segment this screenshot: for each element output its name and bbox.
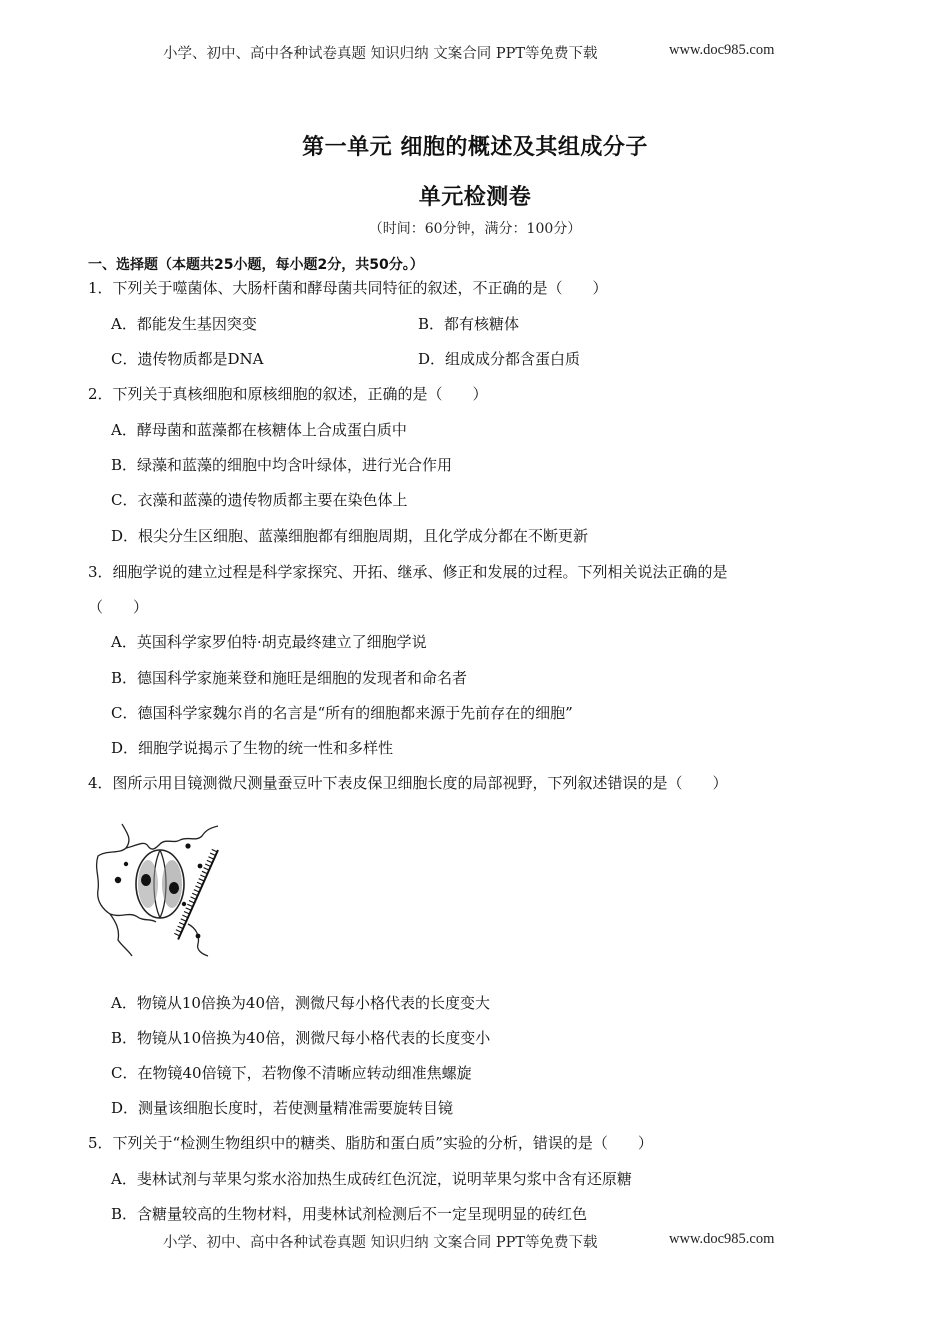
question-1-option-a: A．都能发生基因突变 <box>111 315 257 333</box>
question-2-option-a: A．酵母菌和蓝藻都在核糖体上合成蛋白质中 <box>111 421 407 439</box>
question-2-option-c: C．衣藻和蓝藻的遗传物质都主要在染色体上 <box>111 491 408 509</box>
question-5-option-b: B．含糖量较高的生物材料，用斐林试剂检测后不一定呈现明显的砖红色 <box>111 1205 588 1223</box>
question-3-option-b: B．德国科学家施莱登和施旺是细胞的发现者和命名者 <box>111 669 468 687</box>
footer-url[interactable]: www.doc985.com <box>669 1231 775 1247</box>
question-1-stem: 1．下列关于噬菌体、大肠杆菌和酵母菌共同特征的叙述，不正确的是（ ） <box>88 279 608 297</box>
question-5-option-a: A．斐林试剂与苹果匀浆水浴加热生成砖红色沉淀，说明苹果匀浆中含有还原糖 <box>111 1170 632 1188</box>
question-1-option-d: D．组成成分都含蛋白质 <box>418 350 581 368</box>
header-text: 小学、初中、高中各种试卷真题 知识归纳 文案合同 PPT等免费下载 <box>163 46 598 62</box>
page-title-2: 单元检测卷 <box>418 185 532 210</box>
question-3-stem-cont: （ ） <box>88 598 149 616</box>
question-1-option-c: C．遗传物质都是DNA <box>111 350 264 368</box>
header-url[interactable]: www.doc985.com <box>669 42 775 58</box>
question-2-stem: 2．下列关于真核细胞和原核细胞的叙述，正确的是（ ） <box>88 385 488 403</box>
question-2-option-d: D．根尖分生区细胞、蓝藻细胞都有细胞周期，且化学成分都在不断更新 <box>111 527 589 545</box>
question-4-option-c: C．在物镜40倍镜下，若物像不清晰应转动细准焦螺旋 <box>111 1064 472 1082</box>
section-heading: 一、选择题（本题共25小题，每小题2分，共50分。） <box>88 257 424 273</box>
question-3-option-d: D．细胞学说揭示了生物的统一性和多样性 <box>111 739 394 757</box>
question-3-option-c: C．德国科学家魏尔肖的名言是“所有的细胞都来源于先前存在的细胞” <box>111 704 573 722</box>
question-4-option-b: B．物镜从10倍换为40倍，测微尺每小格代表的长度变小 <box>111 1029 491 1047</box>
question-3-option-a: A．英国科学家罗伯特·胡克最终建立了细胞学说 <box>111 633 427 651</box>
question-4-option-d: D．测量该细胞长度时，若使测量精准需要旋转目镜 <box>111 1099 454 1117</box>
footer-text: 小学、初中、高中各种试卷真题 知识归纳 文案合同 PPT等免费下载 <box>163 1235 598 1251</box>
guard-cell-micrometer-figure <box>92 818 237 958</box>
question-4-option-a: A．物镜从10倍换为40倍，测微尺每小格代表的长度变大 <box>111 994 491 1012</box>
epidermal-cell-outline <box>97 824 132 956</box>
question-4-stem: 4．图所示用目镜测微尺测量蚕豆叶下表皮保卫细胞长度的局部视野，下列叙述错误的是（ ） <box>88 774 728 792</box>
page-title: 第一单元 细胞的概述及其组成分子 <box>302 135 648 160</box>
exam-info: （时间：60分钟，满分：100分） <box>368 221 582 237</box>
question-1-option-b: B．都有核糖体 <box>418 315 520 333</box>
question-2-option-b: B．绿藻和蓝藻的细胞中均含叶绿体，进行光合作用 <box>111 456 453 474</box>
question-3-stem: 3．细胞学说的建立过程是科学家探究、开拓、继承、修正和发展的过程。下列相关说法正确的是 <box>88 563 728 581</box>
question-5-stem: 5．下列关于“检测生物组织中的糖类、脂肪和蛋白质”实验的分析，错误的是（ ） <box>88 1134 653 1152</box>
